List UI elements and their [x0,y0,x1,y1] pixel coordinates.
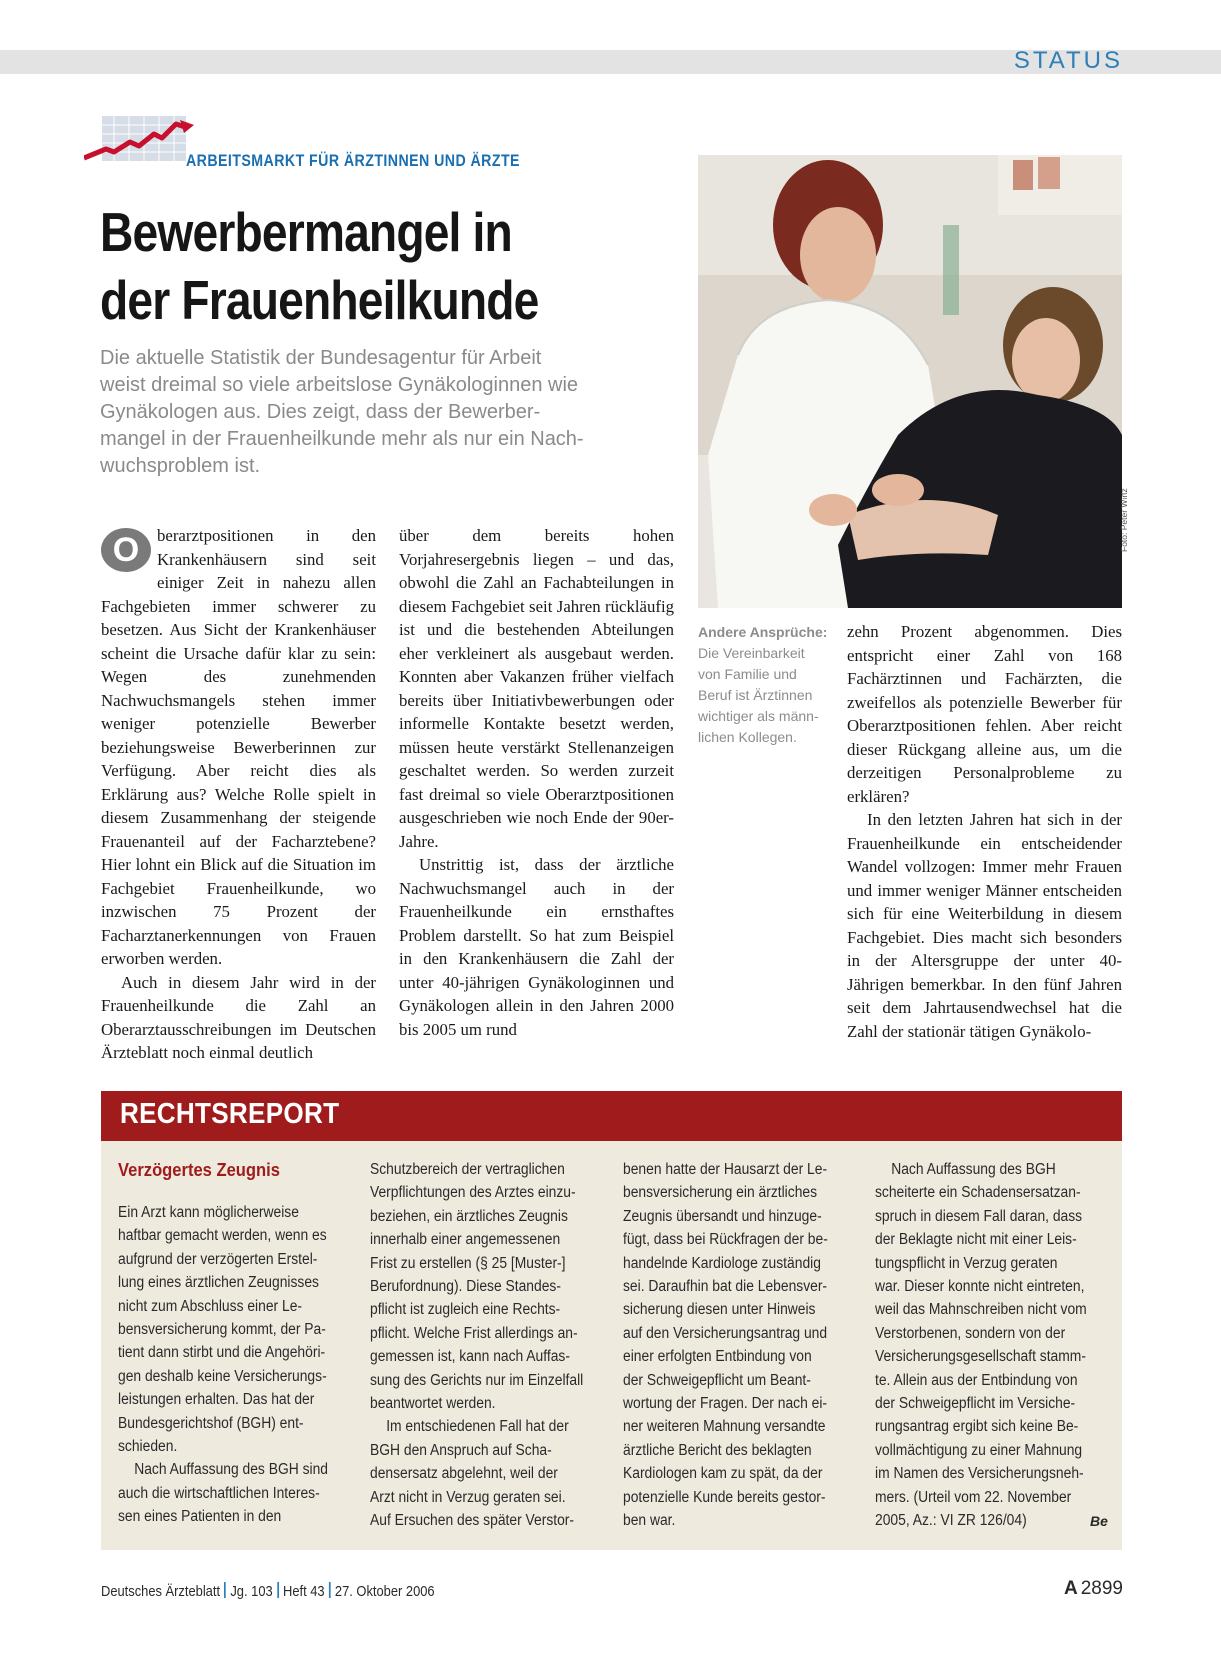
rechtsreport-line: 2005, Az.: VI ZR 126/04) [875,1512,1027,1530]
rechtsreport-line: Verstorbenen, sondern von der [875,1324,1066,1342]
rechtsreport-line: einer erfolgten Entbindung von [623,1348,812,1366]
rechtsreport-line: Kardiologen kam zu spät, da der [623,1465,823,1483]
article-photo [698,155,1122,608]
rechtsreport-line: bensversicherung ein ärztliches [623,1184,818,1202]
rechtsreport-line: sen eines Patienten in den [118,1508,282,1526]
rechtsreport-line: aufgrund der verzögerten Erstel- [118,1250,318,1268]
rechtsreport-column-3 [623,1158,859,1533]
rechtsreport-line: der Beklagte nicht mit einer Leis- [875,1231,1077,1249]
article-column-3 [847,620,1122,1043]
rechtsreport-line: tient dann stirbt und die Angehöri- [118,1344,326,1362]
rechtsreport-column-2 [370,1158,606,1533]
rechtsreport-line: vollmächtigung zu einer Mahnung [875,1441,1083,1459]
headline-line: der Frauenheilkunde [100,269,539,331]
rechtsreport-line: nicht zum Abschluss einer Le- [118,1297,303,1315]
article-headline [100,198,688,334]
caption-line: Beruf ist Ärztinnen [698,687,813,703]
rechtsreport-line: BGH den Anspruch auf Scha- [370,1441,552,1459]
rechtsreport-line: Versicherungsgesellschaft stamm- [875,1348,1086,1366]
rechtsreport-line: lung eines ärztlichen Zeugnisses [118,1274,319,1292]
rechtsreport-line: benen hatte der Hausarzt der Le- [623,1161,828,1178]
rechtsreport-line: Frist zu erstellen (§ 25 [Muster-] [370,1254,566,1272]
rechtsreport-line: densersatz abgelehnt, weil der [370,1465,558,1483]
photo-caption [698,622,833,748]
rechtsreport-subtitle: Verzögertes Zeugnis [118,1160,280,1180]
rechtsreport-line: haftbar gemacht werden, wenn es [118,1227,327,1245]
doctor-patient-image [698,155,1122,608]
section-label: STATUS [1013,47,1123,74]
paragraph-text: berarztpositionen in den Krankenhäusern sind seit einiger Zeit in nahezu allen Fachgebieten immer schwerer zu besetzen. Aus Sicht der Krankenhäuser scheint die Ursache dafür klar zu sein: Wegen des zunehmenden Nachwuchsmangels stehen immer weniger potenzielle Bewerber beziehungsweise Bewerberinnen zur Verfügung. Aber reicht dies als Erklärung aus? Welche Rolle spielt in diesem Zusammenhang der steigende Frauenanteil auf der Facharztebene? Hier lohnt ein Blick auf die Situation im Fachgebiet Frauenheilkunde, wo inzwischen 75 Prozent der Facharztanerkennungen von Frauen erworben werden. [101,526,376,968]
rechtsreport-line: ner weiteren Mahnung versandte [623,1418,826,1436]
rechtsreport-line: fügt, dass bei Rückfragen der be- [623,1231,828,1249]
rechtsreport-line: tungspflicht in Verzug geraten [875,1254,1058,1272]
article-column-1 [101,524,376,1065]
rechtsreport-line: Bundesgerichtshof (BGH) ent- [118,1414,304,1432]
journal-issue: Heft 43 [282,1583,325,1600]
rechtsreport-line: schieden. [118,1438,178,1456]
article-paragraph: zehn Prozent abgenommen. Dies entspricht einer Zahl von 168 Fachärztinnen und Fachärzten, die zweifellos als potenzielle Bewerber für Oberarztpositionen fehlen. Aber reicht dieser Rückgang alleine aus, um die derzeitigen Personalprobleme zu erklären? [847,622,1122,806]
rechtsreport-line: gen deshalb keine Versicherungs- [118,1367,327,1385]
rechtsreport-line: beziehen, ein ärztliches Zeugnis [370,1207,568,1225]
footer-separator [329,1582,331,1598]
photo-credit: Foto: Peter Wirtz [1119,488,1129,552]
lead-line: Die aktuelle Statistik der Bundesagentur für Arbeit [100,347,542,369]
rechtsreport-line: der Schweigepflicht im Versiche- [875,1395,1076,1413]
article-paragraph: Unstrittig ist, dass der ärztliche Nachwuchsmangel auch in der Frauenheilkunde ein ernsthaftes Problem darstellt. So hat zum Beispiel in den Krankenhäusern die Zahl der unter 40-jährigen Gynäkologinnen und Gynäkologen allein in den Jahren 2000 bis 2005 um rund [399,855,674,1039]
lead-line: mangel in der Frauenheilkunde mehr als nur ein Nach- [100,428,584,450]
rechtsreport-line: Verpflichtungen des Arztes einzu- [370,1184,576,1202]
article-paragraph [101,524,376,971]
rechtsreport-line: sei. Daraufhin bat die Lebensver- [623,1278,828,1296]
lead-line: weist dreimal so viele arbeitslose Gynäkologinnen wie [100,374,579,396]
article-lead [100,345,660,480]
rechtsreport-column-4 [875,1158,1111,1533]
rechtsreport-line: pflicht. Welche Frist allerdings an- [370,1324,578,1342]
rechtsreport-line: auch die wirtschaftlichen Interes- [118,1484,320,1502]
article-paragraph: über dem bereits hohen Vorjahresergebnis liegen – und das, obwohl die Zahl an Fachabteilungen in diesem Fachgebiet seit Jahren rückläufig ist und die bestehenden Abteilungen eher verkleinert als ausgebaut werden. Konnten aber Vakanzen früher vielfach bereits über Initiativbewerbungen oder informelle Kontakte besetzt werden, müssen heute verstärkt Stellenanzeigen geschaltet werden. So werden zurzeit fast dreimal so viele Oberarztpositionen ausgeschrieben wie noch Ende der 90er-Jahre. [399,526,674,851]
rechtsreport-line: leistungen erhalten. Das hat der [118,1391,315,1409]
headline-line: Bewerbermangel in [100,201,512,263]
rechtsreport-line: Arzt nicht in Verzug geraten sei. [370,1488,566,1506]
caption-line: von Familie und [698,666,797,682]
rechtsreport-line: Berufordnung). Diese Standes- [370,1278,561,1296]
caption-line: Die Vereinbarkeit [698,645,805,661]
article-column-2 [399,524,674,1041]
rechtsreport-line: mers. (Urteil vom 22. November [875,1488,1072,1506]
rechtsreport-line: sicherung diesen unter Hinweis [623,1301,816,1319]
article-paragraph: Auch in diesem Jahr wird in der Frauenheilkunde die Zahl an Oberarztausschreibungen im Deutschen Ärzteblatt noch einmal deutlich [101,972,376,1062]
page-footer [101,1582,435,1600]
rechtsreport-line: weil das Mahnschreiben nicht vom [875,1301,1087,1319]
rechtsreport-line: beantwortet werden. [370,1395,496,1413]
journal-date: 27. Oktober 2006 [334,1583,435,1600]
rechtsreport-line: im Namen des Versicherungsneh- [875,1465,1084,1483]
footer-separator [224,1582,226,1598]
caption-line: wichtiger als männ- [698,708,819,724]
journal-name: Deutsches Ärzteblatt [101,1583,221,1600]
rechtsreport-column-1 [118,1201,354,1529]
page-letter: A [1063,1578,1078,1599]
page-number [1064,1578,1123,1600]
rechtsreport-line: te. Allein aus der Entbindung von [875,1371,1078,1389]
rechtsreport-line: gemessen ist, kann nach Auffas- [370,1348,570,1366]
rechtsreport-line: sung des Gerichts nur im Einzelfall [370,1371,584,1389]
rechtsreport-line: handelnde Kardiologe zuständig [623,1254,821,1272]
caption-title: Andere Ansprüche: [698,624,828,640]
rechtsreport-line: Nach Auffassung des BGH [891,1161,1056,1178]
rechtsreport-line: der Schweigepflicht um Beant- [623,1371,811,1389]
caption-line: lichen Kollegen. [698,729,797,745]
journal-volume: Jg. 103 [230,1583,273,1600]
article-paragraph: In den letzten Jahren hat sich in der Frauenheilkunde ein entscheidender Wandel vollzogen: Immer mehr Frauen und immer weniger Männer entscheiden sich für eine Weiterbildung in diesem Fachgebiet. Dies macht sich besonders in der Altersgruppe der unter 40-Jährigen bemerkbar. In den fünf Jahren seit dem Jahrtausendwechsel hat die Zahl der stationär tätigen Gynäkolo- [847,810,1122,1041]
rechtsreport-line: Ein Arzt kann möglicherweise [118,1204,299,1221]
rechtsreport-line: Im entschiedenen Fall hat der [386,1418,569,1436]
rechtsreport-line: Zeugnis übersandt und hinzuge- [623,1207,822,1225]
lead-line: wuchsproblem ist. [100,455,261,477]
rechtsreport-line: innerhalb einer angemessenen [370,1231,561,1249]
lead-line: Gynäkologen aus. Dies zeigt, dass der Bewerber- [100,401,541,423]
rechtsreport-line: bensversicherung kommt, der Pa- [118,1321,326,1339]
rechtsreport-line: scheiterte ein Schadensersatzan- [875,1184,1081,1202]
rechtsreport-line: Nach Auffassung des BGH sind [134,1461,328,1479]
rechtsreport-line: wortung der Fragen. Der nach ei- [623,1395,828,1413]
rechtsreport-line: war. Dieser konnte nicht eintreten, [875,1278,1085,1296]
rechtsreport-line: potenzielle Kunde bereits gestor- [623,1488,826,1506]
page-digits: 2899 [1080,1578,1123,1599]
footer-separator [277,1582,279,1598]
rechtsreport-title: RECHTSREPORT [120,1098,340,1130]
rechtsreport-line: Schutzbereich der vertraglichen [370,1161,565,1178]
trend-chart-icon [84,116,194,176]
rechtsreport-line: rungsantrag ergibt sich keine Be- [875,1418,1079,1436]
rechtsreport-line: auf den Versicherungsantrag und [623,1324,828,1342]
article-kicker: ARBEITSMARKT FÜR ÄRZTINNEN UND ÄRZTE [186,152,520,170]
drop-cap: O [101,528,151,572]
rechtsreport-line: Auf Ersuchen des später Verstor- [370,1512,575,1530]
rechtsreport-line: pflicht ist zugleich eine Rechts- [370,1301,561,1319]
rechtsreport-line: ärztliche Bericht des beklagten [623,1441,812,1459]
rechtsreport-line: spruch in diesem Fall daran, dass [875,1207,1083,1225]
rechtsreport-line: ben war. [623,1512,676,1530]
author-initials: Be [1090,1513,1108,1529]
